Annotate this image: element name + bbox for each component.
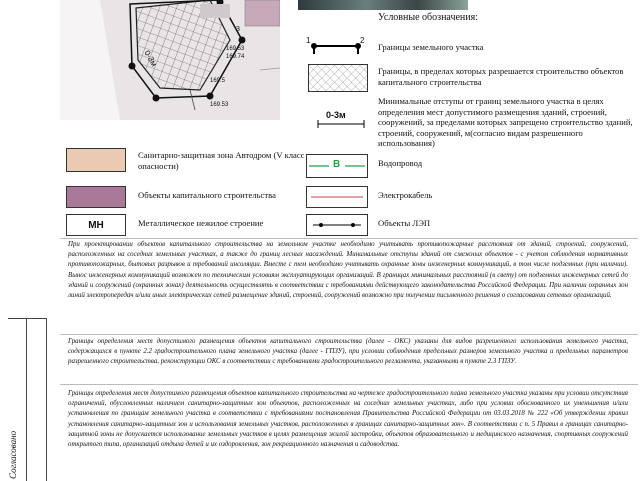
legend-sanitary-zone-text: Санитарно-защитная зона Автодром (V класс опасности) — [138, 150, 305, 171]
map-setback-label: 0-3м — [142, 48, 159, 69]
map-dim-2: 169.74 — [226, 54, 245, 60]
legend-boundary-text: Границы земельного участка — [378, 42, 484, 52]
map-dim-1: 169.53 — [226, 46, 245, 52]
boundary-marker-1: 1 — [306, 36, 311, 45]
legend-power-lines-symbol — [306, 214, 368, 236]
legend-sanitary-zone-swatch — [66, 148, 126, 172]
aerial-photo-fragment — [298, 0, 468, 10]
note-paragraph-1: При проектировании объектов капитального строительства на земельном участке необходимо учитывать противопожарные расстояния от зданий, строений, сооружений, расположенных на соседних земельных участках, а также до границ лесных насаждений. Минимальные отступы зданий от смежных объектов - с учетом соблюдения нормативных противопожарных, бытовых разрывов и требований инсоляции. Вместе с тем необходимо учитывать охранные зоны инженерных коммуникаций, в том числе подземных (при наличии). Вынос инженерных коммуникаций возможен по техническим условиям эксплуатирующих организаций. В границах минимальных расстояний (в свету) от подземных инженерных сетей до зданий и сооружений (охранных зонах) деятельность осуществлять в соответствии с требованиями действующего законодательства Российской Федерации. При наличии охранных зон линий электропередач и/или иных электрических сетей размещение зданий, строений, сооружений возможно при получении письменного решения о согласовании сетевых организаций. — [68, 241, 628, 300]
divider — [60, 334, 638, 335]
legend-cable-symbol — [306, 186, 368, 208]
legend-water-symbol — [306, 154, 368, 178]
map-point-label: 3 — [236, 26, 240, 33]
legend-permitted-area-text: Границы, в пределах которых разрешается строительство объектов капитального строительства — [378, 66, 624, 87]
legend-permitted-area-symbol — [308, 64, 368, 92]
legend-cable-text: Электрокабель — [378, 190, 433, 200]
divider — [60, 238, 638, 239]
legend-water-label: В — [333, 159, 341, 170]
legend-boundary-symbol — [306, 38, 366, 54]
divider — [60, 384, 638, 385]
legend-setback-symbol — [316, 110, 366, 132]
note-paragraph-3: Границы определения мест допустимого размещения объектов капитального строительства на чертеже градостроительного плана земельного участка указаны при условии отсутствия ограничений, обусловленных наличием санитарно-защитных зон объектов, расположенных на соседних земельных участках, либо при условии обоснованного их уменьшения и/или установления по границам земельного участка в соответствии с требованиями постановления Правительства Российской Федерации от 03.03.2018 № 222 «Об утверждении правил установления санитарно-защитных зон и использования земельных участков, расположенных в границах санитарно-защитных зон». В соответствии с п. 5 Правил в границах санитарно-защитной зоны не допускается использование земельных участков в целях размещения жилой застройки, объектов образовательного и медицинского назначения, спортивных сооружений открытого типа, организаций отдыха детей и их оздоровления, зон рекреационного назначения и садоводства. — [68, 390, 628, 449]
site-plan-map — [60, 0, 280, 120]
legend-title: Условные обозначения: — [378, 12, 479, 23]
map-dim-3: 169.5 — [210, 78, 226, 84]
site-plan-drawing — [60, 0, 280, 120]
legend-water-text: Водопровод — [378, 158, 423, 168]
legend-capital-objects-text: Объекты капитального строительства — [138, 190, 276, 200]
stamp-frame — [8, 318, 47, 481]
legend-metal-building-symbol — [66, 214, 126, 236]
legend-power-lines-text: Объекты ЛЭП — [378, 218, 431, 228]
legend-capital-objects-swatch — [66, 186, 126, 208]
legend-setback-label: 0-3м — [326, 110, 346, 120]
legend-metal-building-text: Металлическое нежилое строение — [138, 218, 264, 228]
legend-setback-text: Минимальные отступы от границ земельного участка в целях определения мест допустимого размещения зданий, строений, сооружений, за пределами которых запрещено строительство зданий, строений, сооружений, м(согласно видам разрешенного использования) — [378, 96, 633, 148]
stamp-vertical-text: Согласовано — [8, 430, 18, 479]
boundary-marker-2: 2 — [360, 36, 365, 45]
note-paragraph-2: Границы определения мест допустимого размещения объектов капитального строительства (далее - ОКС) указаны для видов разрешенного использования земельного участка, содержащихся в пункте 2.2 градостроительного плана земельного участка (далее - ГПЗУ), при условии соблюдения предельных размеров земельного участка и предельных параметров разрешенного строительства, реконструкции ОКС в соответствии с требованиями градостроительного регламента, указанными в пункте 2.3 ГПЗУ. — [68, 338, 628, 366]
legend-metal-building-label: МН — [88, 220, 104, 231]
map-dim-4: 169.53 — [210, 102, 229, 108]
